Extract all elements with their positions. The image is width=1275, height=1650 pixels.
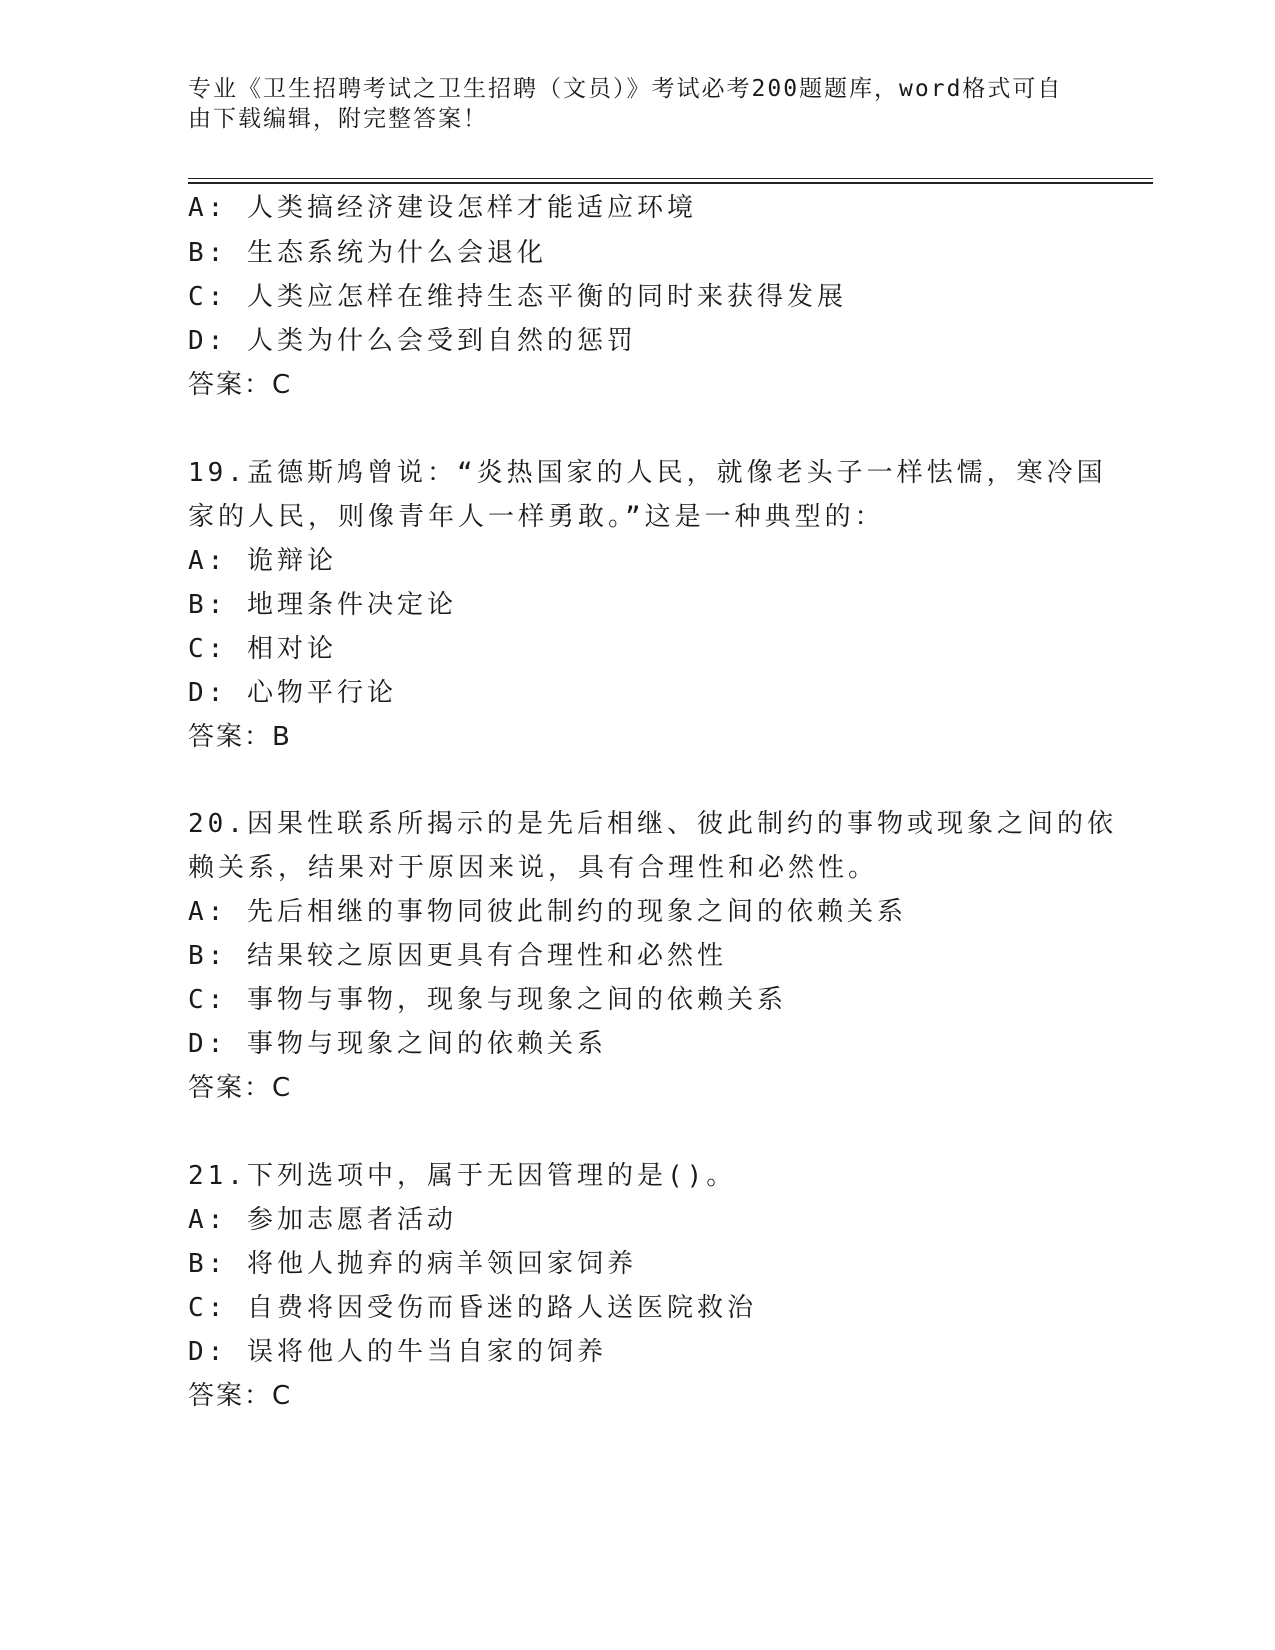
option-c: C: 自费将因受伤而昏迷的路人送医院救治 xyxy=(188,1293,757,1323)
question-stem: 19.孟德斯鸠曾说：“炎热国家的人民，就像老头子一样怯懦，寒冷国 xyxy=(188,458,1107,488)
answer: 答案：B xyxy=(188,722,292,752)
question-stem-continued: 家的人民，则像青年人一样勇敢。”这是一种典型的： xyxy=(188,502,885,532)
option-d: D: 事物与现象之间的依赖关系 xyxy=(188,1029,607,1059)
option-b: B: 生态系统为什么会退化 xyxy=(188,238,547,268)
option-b: B: 结果较之原因更具有合理性和必然性 xyxy=(188,941,727,971)
question-stem: 21.下列选项中，属于无因管理的是()。 xyxy=(188,1161,737,1191)
option-d: D: 心物平行论 xyxy=(188,678,397,708)
answer: 答案：C xyxy=(188,1073,293,1103)
option-d: D: 误将他人的牛当自家的饲养 xyxy=(188,1337,607,1367)
option-a: A: 人类搞经济建设怎样才能适应环境 xyxy=(188,193,697,223)
option-c: C: 人类应怎样在维持生态平衡的同时来获得发展 xyxy=(188,282,847,312)
answer: 答案：C xyxy=(188,1381,293,1411)
option-a: A: 参加志愿者活动 xyxy=(188,1205,457,1235)
option-b: B: 将他人抛弃的病羊领回家饲养 xyxy=(188,1249,637,1279)
option-c: C: 事物与事物，现象与现象之间的依赖关系 xyxy=(188,985,787,1015)
header-line-1: 专业《卫生招聘考试之卫生招聘（文员）》考试必考200题题库，word格式可自 xyxy=(188,76,1063,102)
option-d: D: 人类为什么会受到自然的惩罚 xyxy=(188,326,637,356)
document-header xyxy=(188,74,1088,134)
answer: 答案：C xyxy=(188,370,293,400)
option-b: B: 地理条件决定论 xyxy=(188,590,457,620)
header-divider-thin xyxy=(188,178,1153,179)
option-a: A: 诡辩论 xyxy=(188,546,337,576)
question-stem: 20.因果性联系所揭示的是先后相继、彼此制约的事物或现象之间的依 xyxy=(188,809,1117,839)
header-divider-thick xyxy=(188,182,1153,184)
question-stem-continued: 赖关系，结果对于原因来说，具有合理性和必然性。 xyxy=(188,853,879,883)
option-a: A: 先后相继的事物同彼此制约的现象之间的依赖关系 xyxy=(188,897,907,927)
option-c: C: 相对论 xyxy=(188,634,337,664)
header-line-2: 由下载编辑，附完整答案！ xyxy=(188,106,488,132)
